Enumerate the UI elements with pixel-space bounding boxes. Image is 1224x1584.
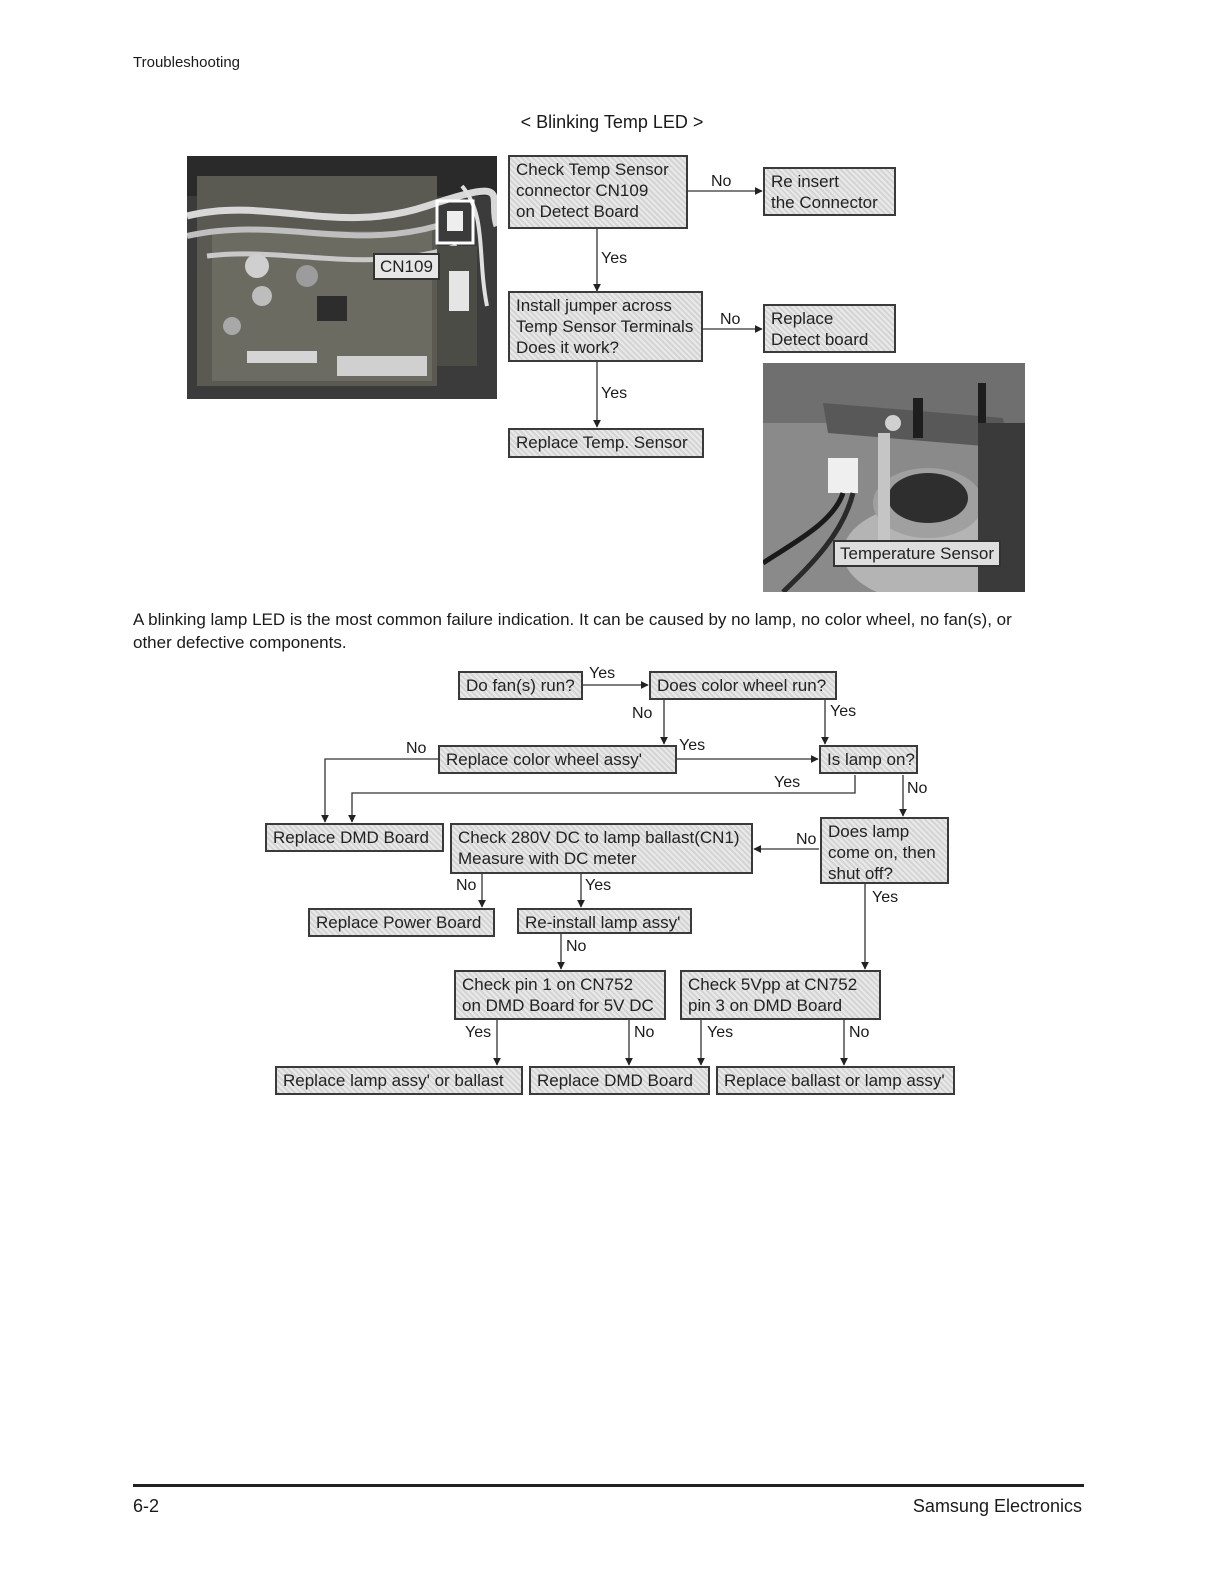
lamp-shut-off-box: Does lamp come on, then shut off? (820, 817, 949, 884)
label-no: No (632, 705, 653, 722)
replace-temp-sensor-box: Replace Temp. Sensor (508, 428, 704, 458)
label-yes: Yes (465, 1024, 492, 1041)
label-no: No (796, 831, 817, 848)
replace-color-wheel-box: Replace color wheel assy' (438, 745, 677, 774)
check-pin1-box: Check pin 1 on CN752 on DMD Board for 5V DC (454, 970, 666, 1020)
label-yes: Yes (679, 737, 706, 754)
label-no: No (406, 740, 427, 757)
label-yes: Yes (872, 889, 899, 906)
label-no: No (566, 938, 587, 955)
label-no: No (634, 1024, 655, 1041)
label-no: No (711, 173, 732, 190)
label-yes: Yes (830, 703, 857, 720)
footer-rule (133, 1484, 1084, 1487)
company-name: Samsung Electronics (912, 1496, 1082, 1516)
cn109-tag: CN109 (373, 253, 440, 280)
replace-dmd-board-box: Replace DMD Board (529, 1066, 710, 1095)
label-yes: Yes (601, 385, 628, 402)
temperature-sensor-tag: Temperature Sensor (833, 540, 1001, 567)
arrow-fans-no-to-dmd (325, 759, 438, 822)
check-280v-box: Check 280V DC to lamp ballast(CN1) Measure with DC meter (450, 823, 753, 874)
label-yes: Yes (589, 665, 616, 682)
replace-dmd-board-box: Replace DMD Board (265, 823, 444, 852)
page-number: 6-2 (133, 1496, 160, 1516)
reinstall-lamp-box: Re-install lamp assy' (517, 908, 692, 934)
flowchart-title: < Blinking Temp LED > (520, 112, 704, 132)
replace-lamp-or-ballast-box: Replace lamp assy' or ballast (275, 1066, 523, 1095)
label-yes: Yes (774, 774, 801, 791)
replace-ballast-or-lamp-box: Replace ballast or lamp assy' (716, 1066, 955, 1095)
install-jumper-box: Install jumper across Temp Sensor Terminals Does it work? (508, 291, 703, 362)
lamp-led-description: A blinking lamp LED is the most common failure indication. It can be caused by no lamp, no color wheel, no fan(s), or other defective components. (133, 610, 1012, 652)
label-no: No (849, 1024, 870, 1041)
section-header: Troubleshooting (133, 54, 241, 71)
color-wheel-run-box: Does color wheel run? (649, 671, 837, 700)
check-5vpp-box: Check 5Vpp at CN752 pin 3 on DMD Board (680, 970, 881, 1020)
check-temp-sensor-box: Check Temp Sensor connector CN109 on Detect Board (508, 155, 688, 229)
label-no: No (456, 877, 477, 894)
label-yes: Yes (707, 1024, 734, 1041)
reinsert-connector-box: Re insert the Connector (763, 167, 896, 216)
lamp-on-box: Is lamp on? (819, 745, 918, 774)
replace-power-board-box: Replace Power Board (308, 908, 495, 937)
label-no: No (907, 780, 928, 797)
label-yes: Yes (601, 250, 628, 267)
replace-detect-board-box: Replace Detect board (763, 304, 896, 353)
label-yes: Yes (585, 877, 612, 894)
fans-run-box: Do fan(s) run? (458, 671, 583, 700)
label-no: No (720, 311, 741, 328)
